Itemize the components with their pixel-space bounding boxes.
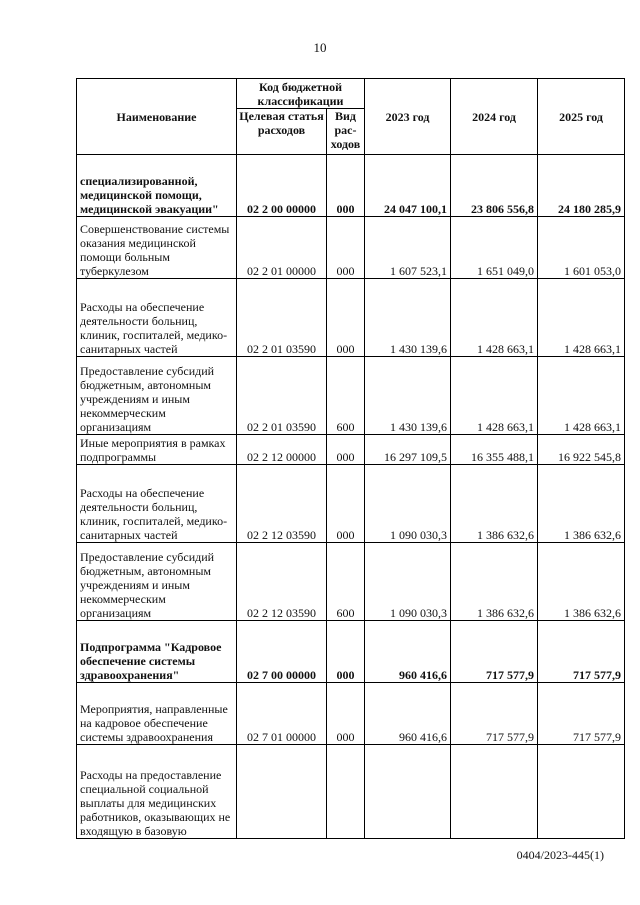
row-expense-type [327, 745, 365, 839]
row-name: Иные мероприятия в рамках подпрограммы [77, 435, 237, 465]
row-expense-type: 000 [327, 217, 365, 279]
row-value-2023: 1 090 030,3 [365, 543, 451, 621]
row-name: Подпрограмма "Кадровое обеспечение системы здравоохранения" [77, 621, 237, 683]
header-budget-code: Код бюджетной классификации [237, 79, 365, 109]
row-value-2023: 1 090 030,3 [365, 465, 451, 543]
table-row [77, 683, 625, 745]
row-value-2024: 1 428 663,1 [451, 279, 538, 357]
row-target-article: 02 2 01 00000 [237, 217, 327, 279]
page-number: 10 [313, 40, 327, 55]
table-row [77, 155, 625, 217]
row-value-2024 [451, 745, 538, 839]
row-target-article [237, 745, 327, 839]
row-target-article: 02 2 00 00000 [237, 155, 327, 217]
row-value-2023: 1 430 139,6 [365, 279, 451, 357]
row-value-2025 [538, 745, 625, 839]
row-expense-type: 000 [327, 155, 365, 217]
row-value-2024: 1 651 049,0 [451, 217, 538, 279]
row-value-2025: 1 386 632,6 [538, 543, 625, 621]
row-value-2024: 1 428 663,1 [451, 357, 538, 435]
row-value-2025: 16 922 545,8 [538, 435, 625, 465]
row-expense-type: 000 [327, 683, 365, 745]
row-target-article: 02 7 00 00000 [237, 621, 327, 683]
header-name: Наименование [77, 79, 237, 155]
row-expense-type: 000 [327, 465, 365, 543]
row-expense-type: 000 [327, 621, 365, 683]
row-target-article: 02 2 01 03590 [237, 357, 327, 435]
row-value-2023: 960 416,6 [365, 621, 451, 683]
row-value-2023: 1 607 523,1 [365, 217, 451, 279]
document-code: 0404/2023-445(1) [516, 848, 604, 862]
row-expense-type: 600 [327, 357, 365, 435]
budget-table [76, 78, 625, 839]
row-value-2024: 717 577,9 [451, 683, 538, 745]
row-value-2025: 24 180 285,9 [538, 155, 625, 217]
table-row [77, 357, 625, 435]
budget-table-container [76, 78, 624, 839]
row-name: Расходы на обеспечение деятельности больниц, клиник, госпиталей, медико-санитарных частей [77, 465, 237, 543]
row-name: Мероприятия, направленные на кадровое обеспечение системы здравоохранения [77, 683, 237, 745]
row-value-2023: 1 430 139,6 [365, 357, 451, 435]
header-year-2023: 2023 год [365, 79, 451, 155]
table-header [77, 79, 625, 155]
row-expense-type: 000 [327, 435, 365, 465]
table-row [77, 217, 625, 279]
header-year-2024: 2024 год [451, 79, 538, 155]
row-value-2023: 24 047 100,1 [365, 155, 451, 217]
row-expense-type: 600 [327, 543, 365, 621]
table-row [77, 435, 625, 465]
row-name: Предоставление субсидий бюджетным, автономным учреждениям и иным некоммерческим организациям [77, 543, 237, 621]
row-name: Расходы на обеспечение деятельности больниц, клиник, госпиталей, медико-санитарных частей [77, 279, 237, 357]
row-name: Предоставление субсидий бюджетным, автономным учреждениям и иным некоммерческим организациям [77, 357, 237, 435]
table-row [77, 621, 625, 683]
row-value-2024: 1 386 632,6 [451, 465, 538, 543]
table-row [77, 543, 625, 621]
header-year-2025: 2025 год [538, 79, 625, 155]
row-value-2025: 1 428 663,1 [538, 357, 625, 435]
row-name: специализированной, медицинской помощи, медицинской эвакуации" [77, 155, 237, 217]
row-value-2023 [365, 745, 451, 839]
row-value-2024: 23 806 556,8 [451, 155, 538, 217]
row-value-2024: 16 355 488,1 [451, 435, 538, 465]
row-value-2025: 717 577,9 [538, 621, 625, 683]
table-row [77, 465, 625, 543]
row-value-2025: 1 428 663,1 [538, 279, 625, 357]
row-target-article: 02 2 01 03590 [237, 279, 327, 357]
row-value-2024: 717 577,9 [451, 621, 538, 683]
table-row [77, 745, 625, 839]
row-value-2023: 16 297 109,5 [365, 435, 451, 465]
row-name: Расходы на предоставление специальной социальной выплаты для медицинских работников, оказывающих не входящую в базовую [77, 745, 237, 839]
table-row [77, 279, 625, 357]
row-value-2025: 717 577,9 [538, 683, 625, 745]
row-expense-type: 000 [327, 279, 365, 357]
row-target-article: 02 2 12 03590 [237, 465, 327, 543]
header-expense-type: Вид рас-ходов [327, 109, 365, 155]
row-target-article: 02 7 01 00000 [237, 683, 327, 745]
table-body [77, 155, 625, 839]
header-target-article: Целевая статья расходов [237, 109, 327, 155]
row-value-2025: 1 601 053,0 [538, 217, 625, 279]
row-value-2025: 1 386 632,6 [538, 465, 625, 543]
row-name: Совершенствование системы оказания медицинской помощи больным туберкулезом [77, 217, 237, 279]
row-target-article: 02 2 12 00000 [237, 435, 327, 465]
row-value-2024: 1 386 632,6 [451, 543, 538, 621]
row-value-2023: 960 416,6 [365, 683, 451, 745]
row-target-article: 02 2 12 03590 [237, 543, 327, 621]
